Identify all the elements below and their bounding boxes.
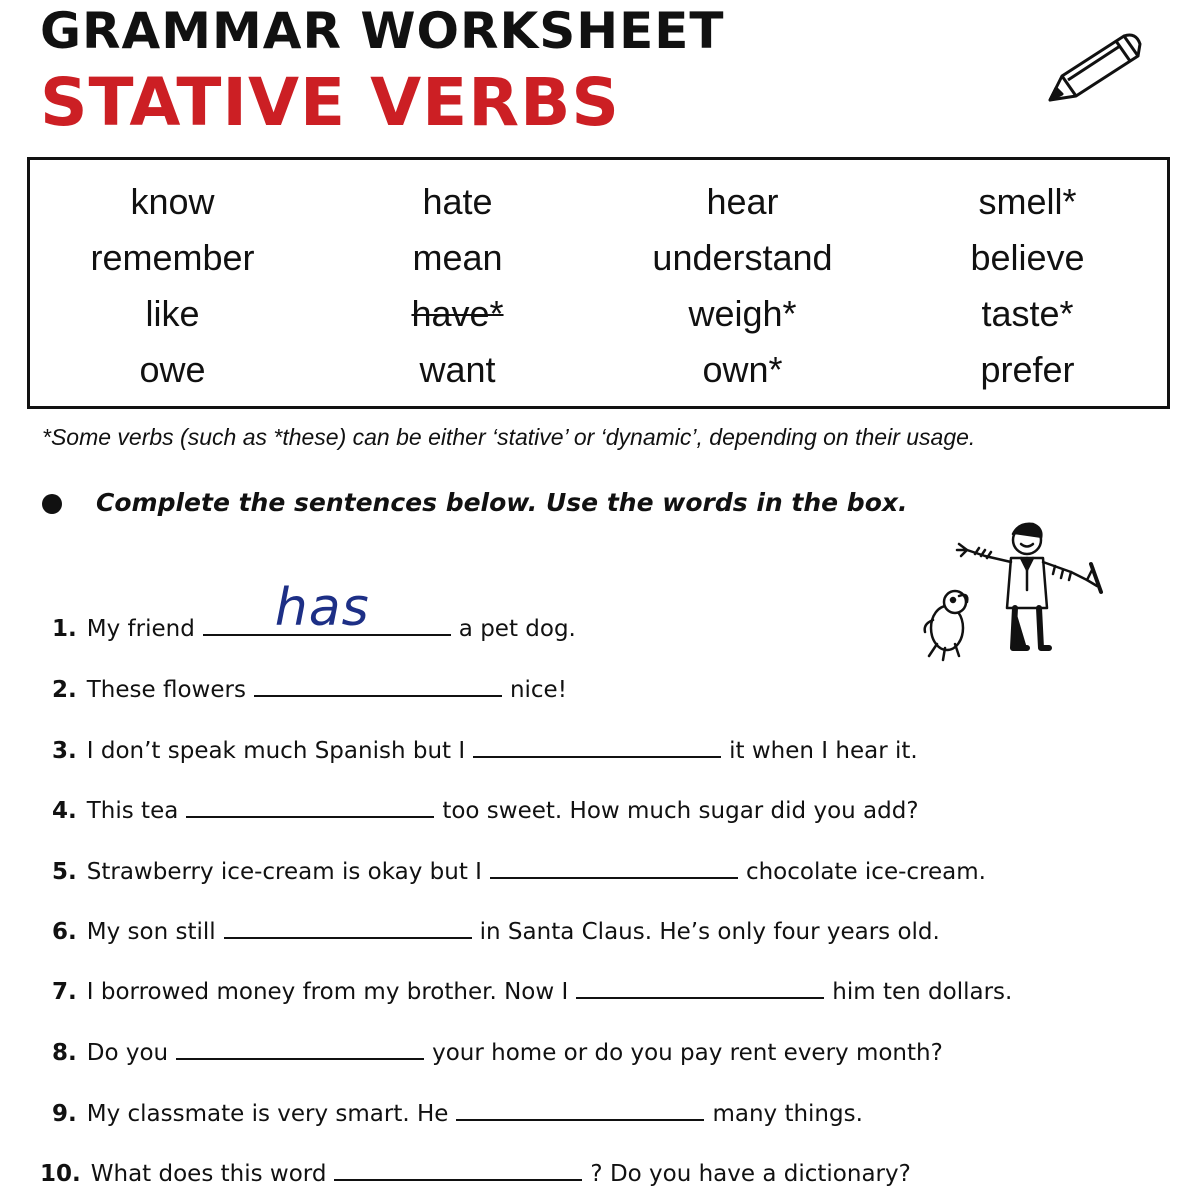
sentence-text-after: nice! [509, 677, 567, 703]
sentence-6 [52, 915, 940, 945]
word-hate: hate [422, 181, 493, 222]
sentence-number: 8. [52, 1040, 77, 1066]
sentence-text-after: in Santa Claus. He’s only four years old. [479, 919, 940, 945]
answer-blank-10[interactable] [334, 1157, 582, 1181]
sentence-7 [52, 975, 1012, 1005]
sentence-number: 6. [52, 919, 77, 945]
answer-blank-6[interactable] [224, 915, 472, 939]
sentence-text-before: Strawberry ice-cream is okay but I [86, 859, 482, 885]
sentence-number: 5. [52, 859, 77, 885]
man-with-dog-illustration [915, 520, 1105, 670]
sentence-text-after: too sweet. How much sugar did you add? [442, 798, 919, 824]
word-own: own* [702, 349, 783, 390]
sentence-3 [52, 734, 918, 764]
sentence-number: 2. [52, 677, 77, 703]
word-owe: owe [139, 349, 206, 390]
word-have-struck: have* [411, 293, 504, 334]
word-understand: understand [652, 237, 833, 278]
sentence-text-after: chocolate ice-cream. [745, 859, 986, 885]
handwritten-answer: has [274, 578, 370, 638]
sentence-text-after: him ten dollars. [832, 979, 1013, 1005]
sentence-text-before: These flowers [86, 677, 246, 703]
sentence-text-before: Do you [86, 1040, 169, 1066]
sentence-8 [52, 1036, 943, 1066]
word-grid [30, 174, 1167, 398]
sentence-text-before: My son still [86, 919, 216, 945]
answer-blank-7[interactable] [576, 975, 824, 999]
word-like: like [145, 293, 200, 334]
answer-blank-8[interactable] [176, 1036, 424, 1060]
word-want: want [419, 349, 496, 390]
footnote: *Some verbs (such as *these) can be either ‘stative’ or ‘dynamic’, depending on their usage. [42, 424, 976, 450]
sentence-number: 4. [52, 798, 77, 824]
sentence-9 [52, 1097, 863, 1127]
sentence-text-before: My classmate is very smart. He [86, 1101, 449, 1127]
pencil-icon [1040, 28, 1144, 108]
sentence-text-after: your home or do you pay rent every month? [432, 1040, 943, 1066]
sentence-number: 7. [52, 979, 77, 1005]
sentence-number: 3. [52, 738, 77, 764]
worksheet-subtitle: STATIVE VERBS [40, 64, 620, 141]
sentence-text-after: many things. [712, 1101, 863, 1127]
answer-blank-5[interactable] [490, 855, 738, 879]
word-box [27, 157, 1170, 409]
answer-blank-9[interactable] [456, 1097, 704, 1121]
answer-blank-4[interactable] [186, 794, 434, 818]
sentence-number: 1. [52, 616, 77, 642]
sentence-text-before: What does this word [90, 1161, 327, 1187]
sentence-number: 10. [40, 1161, 81, 1187]
sentence-2 [52, 673, 567, 703]
answer-blank-3[interactable] [473, 734, 721, 758]
instruction: Complete the sentences below. Use the words in the box. [96, 488, 908, 517]
sentence-text-after: ? Do you have a dictionary? [590, 1161, 911, 1187]
answer-blank-2[interactable] [254, 673, 502, 697]
word-taste: taste* [981, 293, 1074, 334]
sentence-text-after: a pet dog. [458, 616, 576, 642]
word-smell: smell* [978, 181, 1077, 222]
sentence-5 [52, 855, 986, 885]
sentence-text-after: it when I hear it. [729, 738, 918, 764]
sentence-number: 9. [52, 1101, 77, 1127]
word-mean: mean [412, 237, 503, 278]
word-know: know [130, 181, 215, 222]
word-remember: remember [90, 237, 255, 278]
sentence-1 [52, 578, 576, 642]
bullet-point [42, 494, 62, 514]
sentence-10 [40, 1157, 911, 1187]
sentence-text-before: I don’t speak much Spanish but I [86, 738, 466, 764]
answer-blank-1[interactable] [203, 578, 451, 638]
worksheet-title: GRAMMAR WORKSHEET [40, 2, 725, 60]
sentence-4 [52, 794, 919, 824]
sentence-text-before: This tea [86, 798, 179, 824]
word-hear: hear [706, 181, 779, 222]
sentence-text-before: I borrowed money from my brother. Now I [86, 979, 569, 1005]
sentence-text-before: My friend [86, 616, 195, 642]
word-weigh: weigh* [688, 293, 797, 334]
word-believe: believe [970, 237, 1085, 278]
word-prefer: prefer [980, 349, 1075, 390]
